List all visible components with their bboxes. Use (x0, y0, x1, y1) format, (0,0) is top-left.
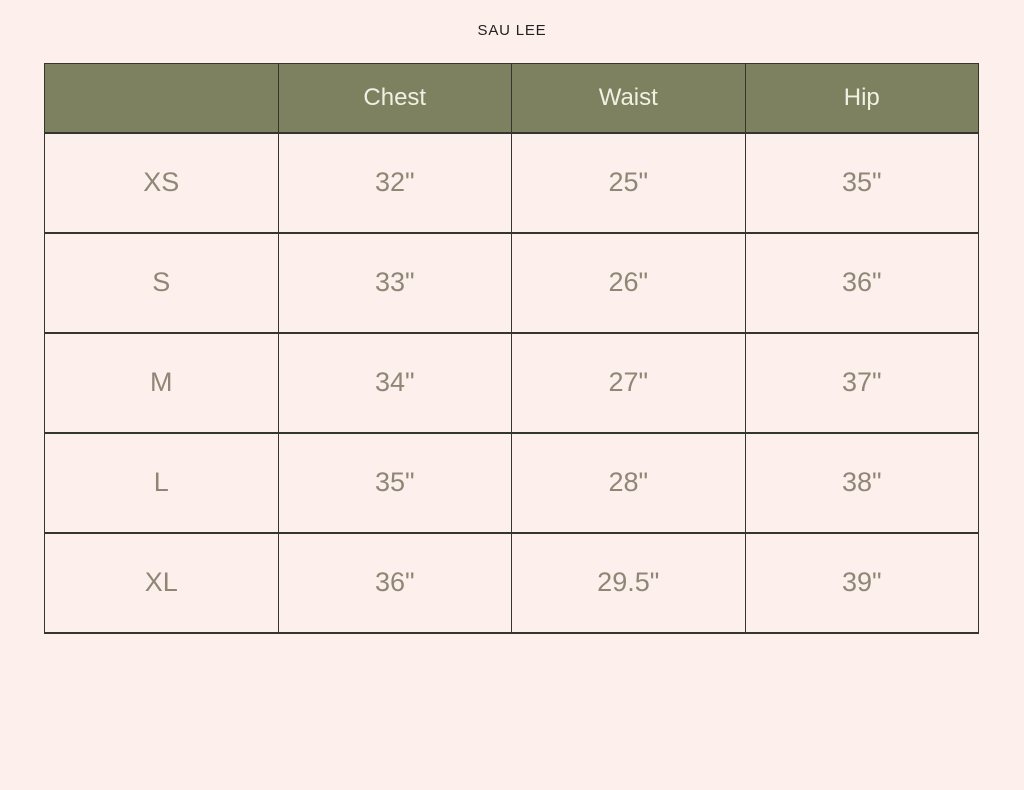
table-row-s (45, 233, 979, 333)
table-row-l (45, 433, 979, 533)
chest-value: 34" (278, 333, 512, 433)
header-cell-empty (45, 64, 279, 133)
size-chart-body (45, 133, 979, 633)
hip-value: 38" (745, 433, 979, 533)
table-row-xs (45, 133, 979, 233)
chest-value: 32" (278, 133, 512, 233)
hip-value: 39" (745, 533, 979, 633)
size-cell: S (45, 233, 279, 333)
brand-title: SAU LEE (477, 22, 547, 39)
table-row-m (45, 333, 979, 433)
waist-value: 28" (512, 433, 746, 533)
chest-value: 36" (278, 533, 512, 633)
size-chart-table (44, 63, 979, 634)
size-cell: M (45, 333, 279, 433)
waist-value: 26" (512, 233, 746, 333)
waist-value: 29.5" (512, 533, 746, 633)
size-chart-header (45, 64, 979, 133)
size-cell: L (45, 433, 279, 533)
table-row-xl (45, 533, 979, 633)
hip-value: 36" (745, 233, 979, 333)
header-row (45, 64, 979, 133)
size-cell: XS (45, 133, 279, 233)
chest-value: 33" (278, 233, 512, 333)
waist-value: 27" (512, 333, 746, 433)
header-cell-chest: Chest (278, 64, 512, 133)
hip-value: 35" (745, 133, 979, 233)
header-cell-hip: Hip (745, 64, 979, 133)
hip-value: 37" (745, 333, 979, 433)
waist-value: 25" (512, 133, 746, 233)
header-cell-waist: Waist (512, 64, 746, 133)
size-cell: XL (45, 533, 279, 633)
chest-value: 35" (278, 433, 512, 533)
